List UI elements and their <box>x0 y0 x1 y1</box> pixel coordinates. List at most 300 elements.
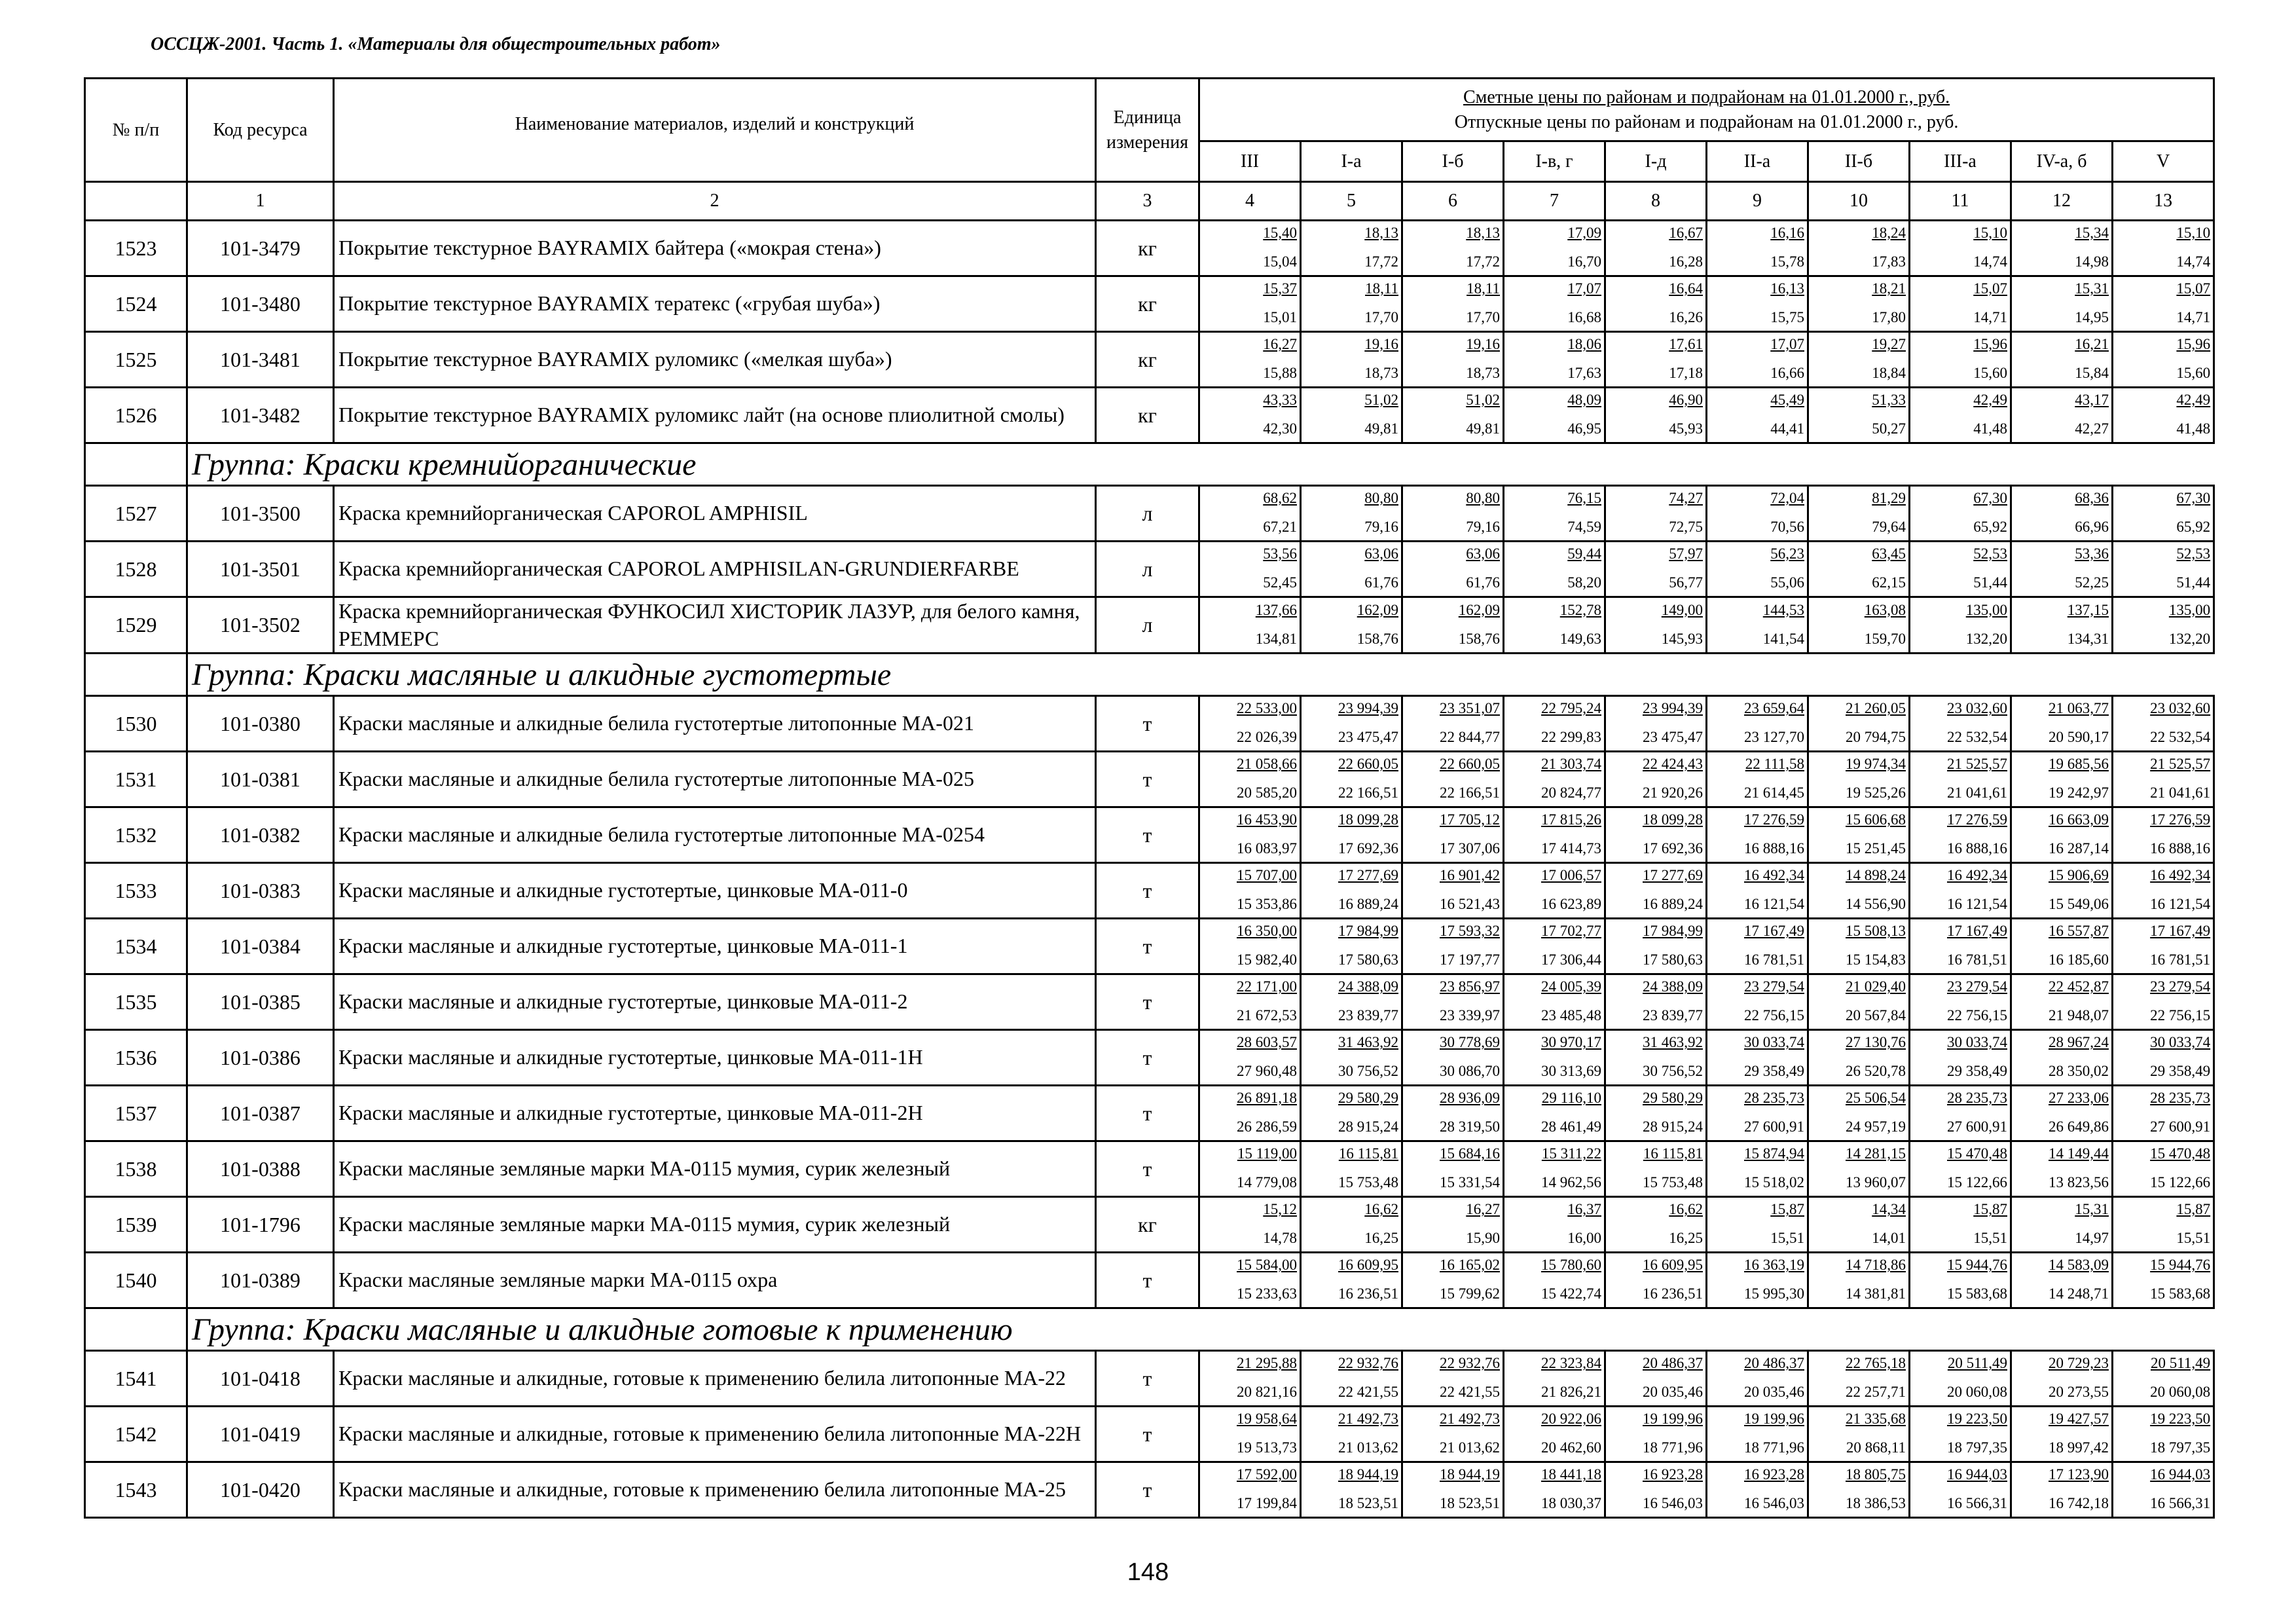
estimated-price: 15 470,48 <box>1947 1145 2007 1162</box>
price-pair <box>2012 388 2111 442</box>
estimated-price: 17,07 <box>1567 280 1601 297</box>
estimated-price: 22 660,05 <box>1440 756 1500 773</box>
estimated-price: 27 130,76 <box>1846 1034 1906 1051</box>
price-cell <box>1707 807 1808 863</box>
group-title: Группа: Краски кремнийорганические <box>187 443 2214 486</box>
price-cell <box>1504 807 1605 863</box>
material-name: Краски масляные и алкидные белила густотертые литопонные МА-025 <box>334 752 1096 807</box>
unit-of-measure: т <box>1096 1086 1199 1141</box>
index-cell: 9 <box>1707 182 1808 221</box>
selling-price: 62,15 <box>1872 574 1906 591</box>
estimated-price: 16,16 <box>1770 225 1804 241</box>
price-pair <box>2012 808 2111 862</box>
price-pair <box>1606 1198 1705 1251</box>
selling-price: 15 982,40 <box>1237 951 1297 969</box>
estimated-price: 17,07 <box>1770 336 1804 352</box>
price-pair <box>2012 1253 2111 1307</box>
selling-price: 20 035,46 <box>1643 1384 1703 1401</box>
price-cell <box>1808 1407 1910 1462</box>
price-cell <box>1808 863 1910 919</box>
price-cell <box>1808 1197 1910 1253</box>
index-cell: 3 <box>1096 182 1199 221</box>
price-pair <box>1606 697 1705 750</box>
price-pair <box>1910 864 2010 917</box>
price-cell <box>2113 332 2214 388</box>
price-cell <box>1402 696 1504 752</box>
material-name: Покрытие текстурное BAYRAMIX руломикс лайт (на основе плиолитной смолы) <box>334 388 1096 443</box>
price-pair <box>1809 599 1908 652</box>
selling-price: 17,63 <box>1567 365 1601 381</box>
selling-price: 17,70 <box>1364 309 1398 325</box>
price-pair <box>1200 542 1300 596</box>
selling-price: 16 781,51 <box>1744 951 1804 969</box>
estimated-price: 30 970,17 <box>1541 1034 1601 1051</box>
estimated-price: 15 707,00 <box>1237 867 1297 884</box>
resource-code: 101-3481 <box>187 332 334 388</box>
price-pair <box>1910 808 2010 862</box>
price-pair <box>1504 1086 1604 1140</box>
selling-price: 79,16 <box>1466 519 1500 535</box>
estimated-price: 15 906,69 <box>2049 867 2109 884</box>
price-pair <box>1809 1463 1908 1517</box>
price-pair <box>2012 864 2111 917</box>
price-pair <box>1504 1352 1604 1405</box>
region-header: III <box>1199 141 1301 182</box>
price-pair <box>1403 1198 1503 1251</box>
price-cell <box>1605 276 1707 332</box>
price-pair <box>1504 542 1604 596</box>
estimated-price: 137,66 <box>1255 601 1297 618</box>
estimated-price: 14 583,09 <box>2049 1257 2109 1274</box>
selling-price: 27 960,48 <box>1237 1063 1297 1080</box>
price-cell <box>1910 696 2011 752</box>
price-pair <box>2012 1031 2111 1084</box>
selling-price: 15 331,54 <box>1440 1174 1500 1191</box>
price-cell <box>1504 1030 1605 1086</box>
estimated-price: 30 778,69 <box>1440 1034 1500 1051</box>
price-cell <box>1910 1407 2011 1462</box>
selling-price: 70,56 <box>1770 519 1804 535</box>
selling-price: 16 781,51 <box>1947 951 2007 969</box>
price-pair <box>1504 864 1604 917</box>
material-name: Краски масляные земляные марки МА-0115 мумия, сурик железный <box>334 1141 1096 1197</box>
estimated-price: 16 453,90 <box>1237 811 1297 828</box>
price-cell <box>1707 542 1808 597</box>
price-pair <box>1403 1086 1503 1140</box>
estimated-price: 15,87 <box>1770 1201 1804 1218</box>
estimated-price: 28 235,73 <box>1947 1090 2007 1107</box>
selling-price: 159,70 <box>1864 630 1906 647</box>
price-pair <box>1809 975 1908 1029</box>
price-cell <box>1199 221 1301 276</box>
price-table-body <box>85 221 2214 1518</box>
price-cell <box>1707 696 1808 752</box>
price-pair <box>2113 1407 2213 1461</box>
price-cell <box>1808 1141 1910 1197</box>
price-cell <box>1808 696 1910 752</box>
price-pair <box>1707 1086 1807 1140</box>
price-pair <box>2012 1142 2111 1196</box>
estimated-price: 16 663,09 <box>2049 811 2109 828</box>
price-cell <box>1504 1462 1605 1518</box>
selling-price: 14,74 <box>1973 253 2007 270</box>
estimated-price: 19 685,56 <box>2049 756 2109 773</box>
estimated-price: 15,37 <box>1263 280 1297 297</box>
material-name: Краска кремнийорганическая ФУНКОСИЛ ХИСТОРИК ЛАЗУР, для белого камня, РЕММЕРС <box>334 597 1096 654</box>
unit-of-measure: т <box>1096 1462 1199 1518</box>
price-cell <box>1605 542 1707 597</box>
selling-price: 16 185,60 <box>2049 951 2109 969</box>
selling-price: 15,60 <box>1973 365 2007 381</box>
selling-price: 18 523,51 <box>1440 1495 1500 1512</box>
price-cell <box>1910 1462 2011 1518</box>
price-pair <box>1302 1407 1401 1461</box>
price-cell <box>2113 221 2214 276</box>
estimated-price: 18,11 <box>1467 280 1500 297</box>
selling-price: 17 307,06 <box>1440 840 1500 857</box>
price-pair <box>1302 1352 1401 1405</box>
price-pair <box>1403 1463 1503 1517</box>
price-pair <box>1403 388 1503 442</box>
selling-price: 26 286,59 <box>1237 1118 1297 1135</box>
estimated-price: 21 492,73 <box>1338 1411 1398 1428</box>
selling-price: 16 623,89 <box>1541 896 1601 913</box>
col-header-num: № п/п <box>85 79 187 182</box>
price-pair <box>2012 277 2111 331</box>
estimated-price: 21 260,05 <box>1846 700 1906 717</box>
unit-of-measure: кг <box>1096 388 1199 443</box>
price-pair <box>1809 808 1908 862</box>
estimated-price: 23 659,64 <box>1744 700 1804 717</box>
price-pair <box>1707 697 1807 750</box>
selling-price: 134,31 <box>2067 630 2109 647</box>
selling-price: 15,90 <box>1466 1230 1500 1247</box>
estimated-price: 21 335,68 <box>1846 1411 1906 1428</box>
selling-price: 14,97 <box>2075 1230 2109 1247</box>
resource-code: 101-3501 <box>187 542 334 597</box>
price-pair <box>1910 221 2010 275</box>
estimated-price: 57,97 <box>1669 545 1703 562</box>
estimated-price: 21 525,57 <box>2150 756 2211 773</box>
price-cell <box>2113 1351 2214 1407</box>
index-cell: 7 <box>1504 182 1605 221</box>
selling-price: 17,80 <box>1872 309 1906 325</box>
price-cell <box>1910 1086 2011 1141</box>
price-header-line1: Сметные цены по районам и подрайонам на 01.01.2000 г., руб. <box>1463 86 1950 107</box>
price-pair <box>1200 487 1300 540</box>
price-pair <box>2113 864 2213 917</box>
selling-price: 15 122,66 <box>2150 1174 2211 1191</box>
estimated-price: 53,56 <box>1263 545 1297 562</box>
resource-code: 101-0418 <box>187 1351 334 1407</box>
estimated-price: 76,15 <box>1567 490 1601 506</box>
price-cell <box>1707 388 1808 443</box>
estimated-price: 22 795,24 <box>1541 700 1601 717</box>
price-cell <box>1808 1030 1910 1086</box>
price-cell <box>2113 1030 2214 1086</box>
price-cell <box>1808 1086 1910 1141</box>
price-pair <box>1707 221 1807 275</box>
selling-price: 149,63 <box>1559 630 1601 647</box>
table-row <box>85 974 2214 1030</box>
price-pair <box>1707 333 1807 386</box>
estimated-price: 16 492,34 <box>1947 867 2007 884</box>
selling-price: 15,78 <box>1770 253 1804 270</box>
region-header: III-а <box>1910 141 2011 182</box>
selling-price: 14,78 <box>1263 1230 1297 1247</box>
selling-price: 46,95 <box>1567 420 1601 437</box>
price-cell <box>1301 1407 1402 1462</box>
selling-price: 22 421,55 <box>1338 1384 1398 1401</box>
selling-price: 15,51 <box>1973 1230 2007 1247</box>
price-cell <box>1707 752 1808 807</box>
material-name: Краски масляные и алкидные, готовые к применению белила литопонные МА-22 <box>334 1351 1096 1407</box>
estimated-price: 16,67 <box>1669 225 1703 241</box>
selling-price: 16,26 <box>1669 309 1703 325</box>
unit-of-measure: кг <box>1096 332 1199 388</box>
estimated-price: 29 580,29 <box>1643 1090 1703 1107</box>
table-row <box>85 1086 2214 1141</box>
row-number: 1523 <box>85 221 187 276</box>
selling-price: 158,76 <box>1357 630 1398 647</box>
estimated-price: 80,80 <box>1466 490 1500 506</box>
selling-price: 42,27 <box>2075 420 2109 437</box>
estimated-price: 28 603,57 <box>1237 1034 1297 1051</box>
price-cell <box>2113 1462 2214 1518</box>
price-pair <box>1606 919 1705 973</box>
selling-price: 18 797,35 <box>1947 1439 2007 1456</box>
price-cell <box>2011 1407 2113 1462</box>
price-cell <box>1199 974 1301 1030</box>
estimated-price: 18,11 <box>1365 280 1398 297</box>
price-pair <box>1403 1031 1503 1084</box>
selling-price: 15,04 <box>1263 253 1297 270</box>
price-pair <box>1707 1463 1807 1517</box>
price-pair <box>1707 388 1807 442</box>
selling-price: 20 794,75 <box>1846 729 1906 746</box>
region-header: I-б <box>1402 141 1504 182</box>
price-pair <box>1707 1253 1807 1307</box>
price-cell <box>1199 1141 1301 1197</box>
price-pair <box>1302 864 1401 917</box>
price-cell <box>1504 863 1605 919</box>
material-name: Краска кремнийорганическая CAPOROL AMPHISIL <box>334 486 1096 542</box>
price-pair <box>2012 542 2111 596</box>
price-cell <box>1504 597 1605 654</box>
estimated-price: 16,64 <box>1669 280 1703 297</box>
price-cell <box>1301 919 1402 974</box>
price-cell <box>1707 1253 1808 1308</box>
price-cell <box>1808 752 1910 807</box>
selling-price: 16,28 <box>1669 253 1703 270</box>
price-cell <box>2113 542 2214 597</box>
price-pair <box>1707 1031 1807 1084</box>
selling-price: 52,45 <box>1263 574 1297 591</box>
price-cell <box>1707 221 1808 276</box>
estimated-price: 74,27 <box>1669 490 1703 506</box>
selling-price: 15 154,83 <box>1846 951 1906 969</box>
estimated-price: 68,62 <box>1263 490 1297 506</box>
price-pair <box>1200 1352 1300 1405</box>
price-cell <box>2113 597 2214 654</box>
selling-price: 16 236,51 <box>1338 1285 1398 1302</box>
price-pair <box>1707 1198 1807 1251</box>
price-cell <box>1402 221 1504 276</box>
price-cell <box>1199 542 1301 597</box>
estimated-price: 23 032,60 <box>1947 700 2007 717</box>
selling-price: 67,21 <box>1263 519 1297 535</box>
price-cell <box>1808 388 1910 443</box>
estimated-price: 15 874,94 <box>1744 1145 1804 1162</box>
price-pair <box>1302 975 1401 1029</box>
selling-price: 15,75 <box>1770 309 1804 325</box>
estimated-price: 17 277,69 <box>1338 867 1398 884</box>
row-number: 1530 <box>85 696 187 752</box>
price-pair <box>1302 697 1401 750</box>
price-pair <box>2113 599 2213 652</box>
estimated-price: 63,06 <box>1466 545 1500 562</box>
price-cell <box>2011 332 2113 388</box>
price-pair <box>1606 277 1705 331</box>
estimated-price: 72,04 <box>1770 490 1804 506</box>
col-header-code: Код ресурса <box>187 79 334 182</box>
price-pair <box>1809 277 1908 331</box>
price-pair <box>1403 277 1503 331</box>
estimated-price: 16 923,28 <box>1744 1466 1804 1483</box>
selling-price: 14 381,81 <box>1846 1285 1906 1302</box>
price-cell <box>1808 807 1910 863</box>
selling-price: 14 962,56 <box>1541 1174 1601 1191</box>
resource-code: 101-0389 <box>187 1253 334 1308</box>
price-pair <box>1910 487 2010 540</box>
price-cell <box>1504 752 1605 807</box>
price-cell <box>1199 1086 1301 1141</box>
price-cell <box>2011 276 2113 332</box>
selling-price: 16 888,16 <box>1947 840 2007 857</box>
unit-of-measure: л <box>1096 486 1199 542</box>
price-cell <box>1605 1351 1707 1407</box>
selling-price: 16 121,54 <box>1947 896 2007 913</box>
selling-price: 61,76 <box>1364 574 1398 591</box>
selling-price: 15 799,62 <box>1440 1285 1500 1302</box>
group-row <box>85 443 2214 486</box>
index-cell: 2 <box>334 182 1096 221</box>
selling-price: 28 461,49 <box>1541 1118 1601 1135</box>
estimated-price: 16 115,81 <box>1338 1145 1398 1162</box>
price-pair <box>1910 388 2010 442</box>
estimated-price: 42,49 <box>2176 392 2211 408</box>
price-pair <box>2012 697 2111 750</box>
price-cell <box>1402 486 1504 542</box>
estimated-price: 18,13 <box>1466 225 1500 241</box>
price-cell <box>1504 486 1605 542</box>
price-cell <box>1910 863 2011 919</box>
price-pair <box>2012 1086 2111 1140</box>
group-row <box>85 654 2214 696</box>
selling-price: 14,95 <box>2075 309 2109 325</box>
price-cell <box>2113 486 2214 542</box>
price-cell <box>1301 1351 1402 1407</box>
price-pair <box>2113 975 2213 1029</box>
price-pair <box>1504 221 1604 275</box>
price-cell <box>1504 388 1605 443</box>
price-pair <box>1707 975 1807 1029</box>
estimated-price: 30 033,74 <box>1947 1034 2007 1051</box>
selling-price: 15 122,66 <box>1947 1174 2007 1191</box>
selling-price: 21 672,53 <box>1237 1007 1297 1024</box>
selling-price: 49,81 <box>1466 420 1500 437</box>
selling-price: 22 166,51 <box>1440 784 1500 802</box>
price-cell <box>1910 919 2011 974</box>
price-pair <box>1200 388 1300 442</box>
selling-price: 14,01 <box>1872 1230 1906 1247</box>
estimated-price: 22 932,76 <box>1440 1355 1500 1372</box>
selling-price: 41,48 <box>2176 420 2211 437</box>
price-table <box>84 77 2215 1519</box>
price-pair <box>1809 1031 1908 1084</box>
selling-price: 134,81 <box>1255 630 1297 647</box>
price-cell <box>1910 486 2011 542</box>
index-cell: 4 <box>1199 182 1301 221</box>
resource-code: 101-0381 <box>187 752 334 807</box>
price-pair <box>1809 1407 1908 1461</box>
price-cell <box>2113 863 2214 919</box>
price-pair <box>1302 1086 1401 1140</box>
price-pair <box>1504 1463 1604 1517</box>
price-pair <box>2113 487 2213 540</box>
table-row <box>85 696 2214 752</box>
estimated-price: 18,24 <box>1872 225 1906 241</box>
price-cell <box>2113 752 2214 807</box>
resource-code: 101-0387 <box>187 1086 334 1141</box>
resource-code: 101-3502 <box>187 597 334 654</box>
price-cell <box>1301 974 1402 1030</box>
price-cell <box>1301 1462 1402 1518</box>
estimated-price: 15 584,00 <box>1237 1257 1297 1274</box>
estimated-price: 17 984,99 <box>1643 923 1703 940</box>
selling-price: 30 086,70 <box>1440 1063 1500 1080</box>
estimated-price: 19 974,34 <box>1846 756 1906 773</box>
estimated-price: 15,12 <box>1263 1201 1297 1218</box>
estimated-price: 16,27 <box>1466 1201 1500 1218</box>
price-pair <box>1606 752 1705 806</box>
estimated-price: 21 303,74 <box>1541 756 1601 773</box>
price-pair <box>1504 599 1604 652</box>
selling-price: 21 013,62 <box>1440 1439 1500 1456</box>
price-cell <box>1402 1030 1504 1086</box>
price-cell <box>1199 807 1301 863</box>
estimated-price: 22 452,87 <box>2049 978 2109 995</box>
price-cell <box>2011 597 2113 654</box>
price-pair <box>1606 1352 1705 1405</box>
estimated-price: 16 492,34 <box>2150 867 2211 884</box>
table-row <box>85 542 2214 597</box>
selling-price: 17 580,63 <box>1643 951 1703 969</box>
resource-code: 101-3482 <box>187 388 334 443</box>
selling-price: 51,44 <box>2176 574 2211 591</box>
price-cell <box>1301 332 1402 388</box>
price-pair <box>1200 808 1300 862</box>
estimated-price: 15 470,48 <box>2150 1145 2211 1162</box>
selling-price: 15 353,86 <box>1237 896 1297 913</box>
price-cell <box>2113 974 2214 1030</box>
col-header-unit: Единица измерения <box>1096 79 1199 182</box>
estimated-price: 28 235,73 <box>1744 1090 1804 1107</box>
estimated-price: 63,45 <box>1872 545 1906 562</box>
price-cell <box>1808 919 1910 974</box>
price-cell <box>1605 807 1707 863</box>
selling-price: 14 779,08 <box>1237 1174 1297 1191</box>
